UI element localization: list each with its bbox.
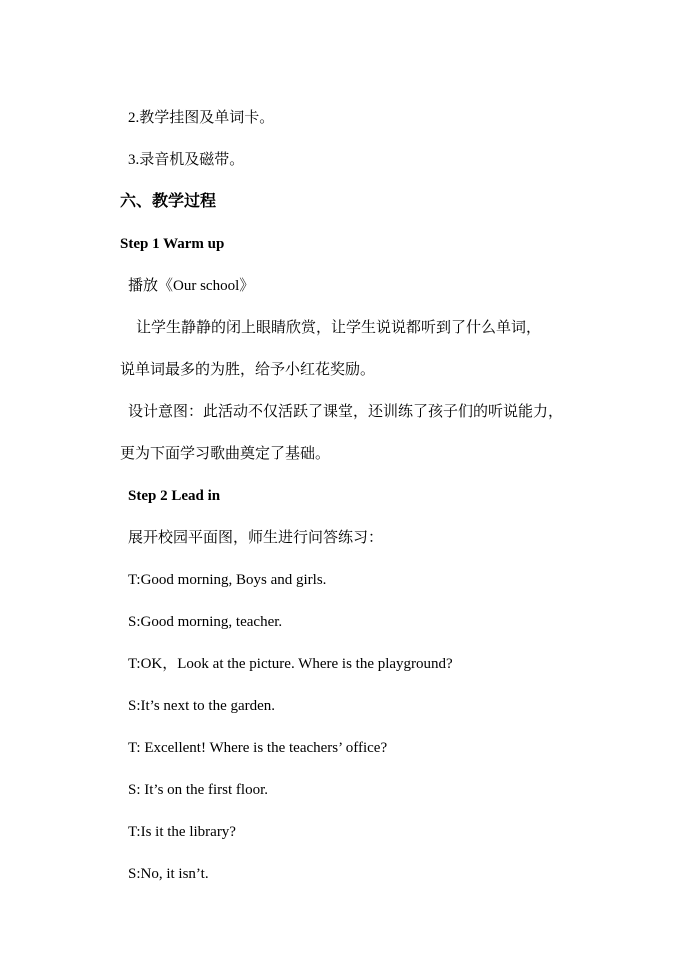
dialogue-line-3: T:OK，Look at the picture. Where is the playground? xyxy=(128,656,453,672)
dialogue-line-5: T: Excellent! Where is the teachers’ office? xyxy=(128,740,388,756)
dialogue-line-8: S:No, it isn’t. xyxy=(128,866,209,882)
materials-item-2: 2.教学挂图及单词卡。 xyxy=(128,110,275,126)
section-heading-teaching-process: 六、教学过程 xyxy=(120,193,217,210)
dialogue-line-1: T:Good morning, Boys and girls. xyxy=(128,572,327,588)
dialogue-line-2: S:Good morning, teacher. xyxy=(128,614,283,630)
campus-map-instruction: 展开校园平面图，师生进行问答练习： xyxy=(128,530,384,546)
dialogue-line-7: T:Is it the library? xyxy=(128,824,236,840)
activity-description-line-1: 让学生静静的闭上眼睛欣赏，让学生说说都听到了什么单词， xyxy=(136,320,542,336)
activity-description-line-2: 说单词最多的为胜，给予小红花奖励。 xyxy=(120,362,376,378)
step-2-heading: Step 2 Lead in xyxy=(128,488,221,504)
design-intent-line-2: 更为下面学习歌曲奠定了基础。 xyxy=(120,446,331,462)
materials-item-3: 3.录音机及磁带。 xyxy=(128,152,245,168)
design-intent-line-1: 设计意图：此活动不仅活跃了课堂，还训练了孩子们的听说能力， xyxy=(128,404,564,420)
dialogue-line-6: S: It’s on the first floor. xyxy=(128,782,268,798)
play-song-line: 播放《Our school》 xyxy=(128,278,255,294)
dialogue-line-4: S:It’s next to the garden. xyxy=(128,698,276,714)
step-1-heading: Step 1 Warm up xyxy=(120,236,225,252)
